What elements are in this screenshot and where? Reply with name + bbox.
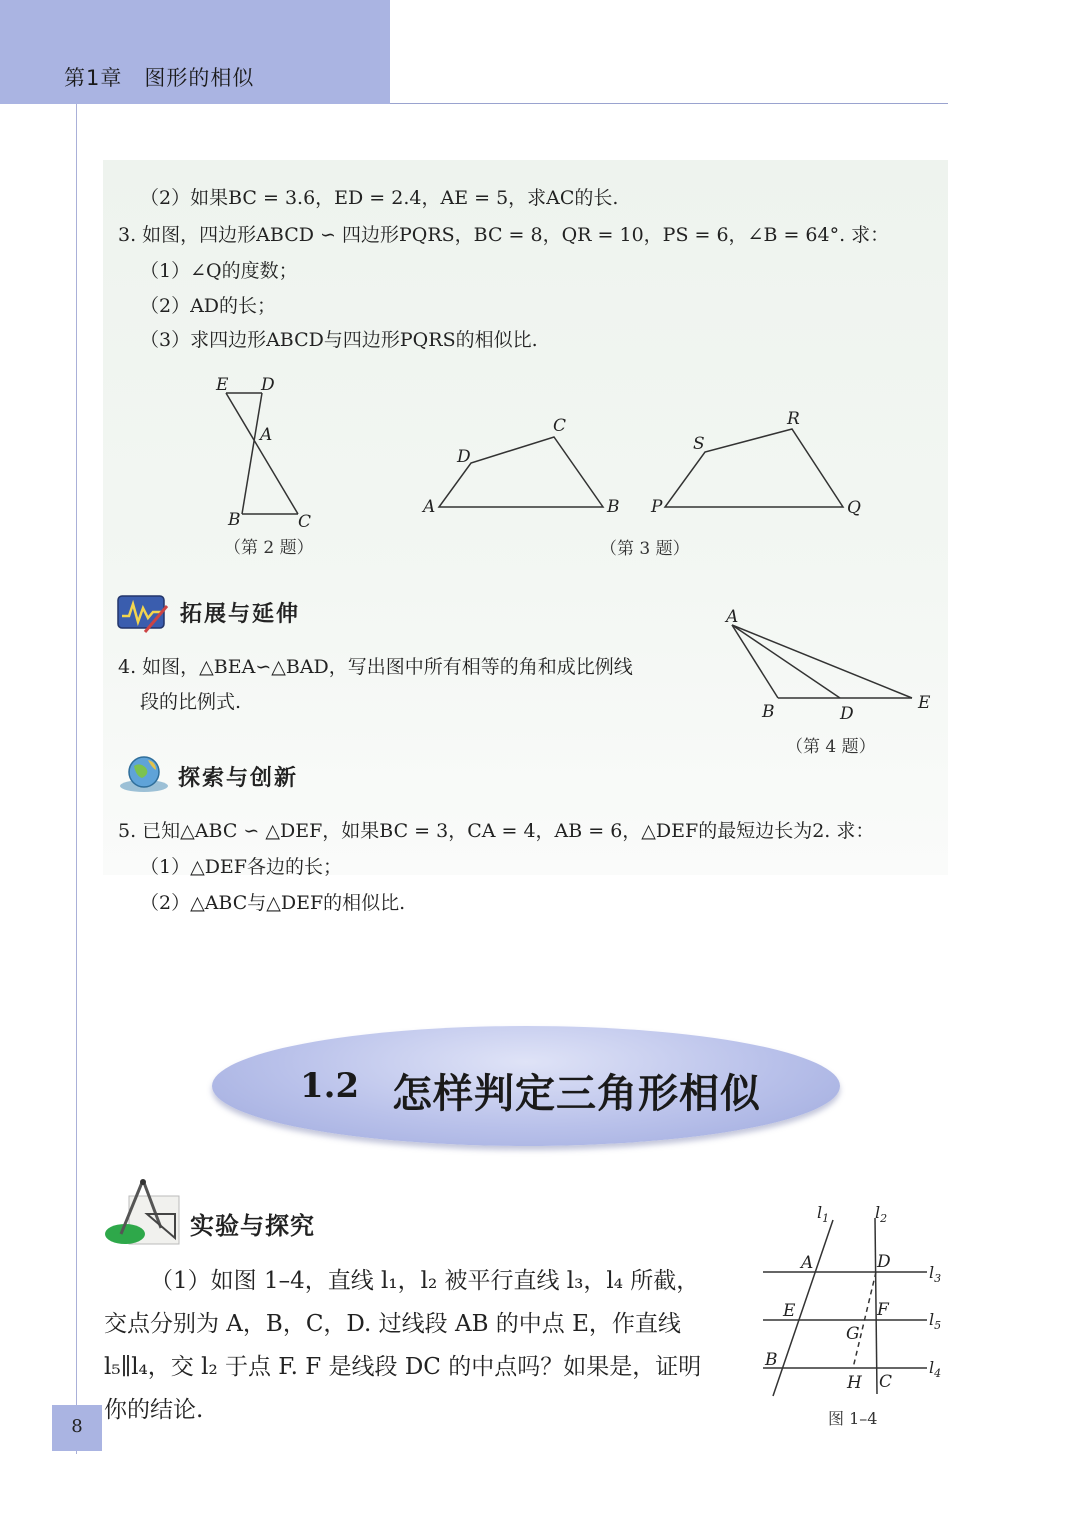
label-G: G	[846, 1324, 860, 1344]
q3-part2: （2）AD的长；	[140, 295, 277, 317]
experiment-line-4: 你的结论.	[104, 1397, 204, 1423]
left-margin-rule	[76, 104, 77, 1454]
label-B: B	[607, 497, 620, 517]
label-D: D	[840, 704, 854, 720]
label-S: S	[693, 434, 705, 454]
exploration-title: 探索与创新	[178, 766, 299, 791]
geometry-tools-icon	[103, 1178, 183, 1246]
label-C: C	[553, 416, 567, 436]
globe-icon	[116, 752, 172, 796]
section-title: 怎样判定三角形相似	[392, 1070, 761, 1117]
caption-q3: （第 3 题）	[600, 539, 690, 559]
header-rule	[390, 103, 948, 104]
label-A: A	[726, 607, 739, 627]
label-l5: $l_5$	[929, 1310, 942, 1332]
q5-part2: （2）△ABC与△DEF的相似比.	[140, 892, 406, 914]
label-C: C	[298, 512, 312, 532]
label-E: E	[783, 1301, 796, 1321]
label-E: E	[918, 693, 931, 713]
figure-1-4	[755, 1198, 955, 1408]
label-B: B	[765, 1350, 778, 1370]
label-A: A	[260, 425, 273, 445]
q3-part3: （3）求四边形ABCD与四边形PQRS的相似比.	[140, 329, 538, 351]
extension-title: 拓展与延伸	[180, 602, 301, 627]
figure-q4	[720, 605, 940, 720]
figure-q3	[415, 405, 875, 525]
label-R: R	[787, 409, 800, 429]
label-D: D	[457, 447, 471, 467]
caption-fig-1-4: 图 1–4	[828, 1409, 878, 1428]
page-number: 8	[71, 1416, 83, 1437]
q2-part2: （2）如果BC = 3.6，ED = 2.4，AE = 5，求AC的长.	[140, 187, 619, 209]
experiment-line-3: l₅∥l₄，交 l₂ 于点 F. F 是线段 DC 的中点吗？如果是，证明	[104, 1354, 702, 1380]
label-A: A	[423, 497, 436, 517]
label-D: D	[261, 375, 275, 395]
experiment-line-1: （1）如图 1–4，直线 l₁，l₂ 被平行直线 l₃，l₄ 所截，	[150, 1268, 700, 1294]
label-H: H	[847, 1373, 862, 1393]
label-P: P	[651, 497, 663, 517]
q4-line2: 段的比例式.	[140, 691, 242, 713]
q3-stem: 3. 如图，四边形ABCD ∽ 四边形PQRS，BC = 8，QR = 10，PS = 6，∠B = 64°. 求：	[118, 224, 890, 246]
label-C: C	[879, 1372, 893, 1392]
label-D: D	[877, 1252, 891, 1272]
label-E: E	[216, 375, 229, 395]
label-B: B	[762, 702, 775, 720]
label-B: B	[228, 510, 241, 530]
label-l3: $l_3$	[929, 1263, 942, 1285]
label-F: F	[877, 1300, 889, 1320]
q5-part1: （1）△DEF各边的长；	[140, 856, 342, 878]
experiment-line-2: 交点分别为 A，B，C，D. 过线段 AB 的中点 E，作直线	[104, 1311, 681, 1337]
figure-q2	[200, 368, 330, 533]
label-l2: $l_2$	[875, 1203, 888, 1225]
q3-part1: （1）∠Q的度数；	[140, 260, 298, 282]
label-l4: $l_4$	[929, 1358, 942, 1380]
label-Q: Q	[847, 498, 861, 518]
label-A: A	[801, 1253, 814, 1273]
caption-q4: （第 4 题）	[786, 737, 876, 757]
q5-stem: 5. 已知△ABC ∽ △DEF，如果BC = 3，CA = 4，AB = 6，△DEF的最短边长为2. 求：	[118, 820, 875, 842]
section-number: 1.2	[300, 1066, 360, 1106]
chart-waveform-icon	[115, 592, 173, 636]
caption-q2: （第 2 题）	[224, 538, 314, 558]
experiment-title: 实验与探究	[190, 1212, 315, 1240]
chapter-title: 第1章 图形的相似	[64, 66, 255, 90]
label-l1: $l_1$	[817, 1203, 830, 1225]
q4-line1: 4. 如图，△BEA∽△BAD，写出图中所有相等的角和成比例线	[118, 656, 633, 678]
